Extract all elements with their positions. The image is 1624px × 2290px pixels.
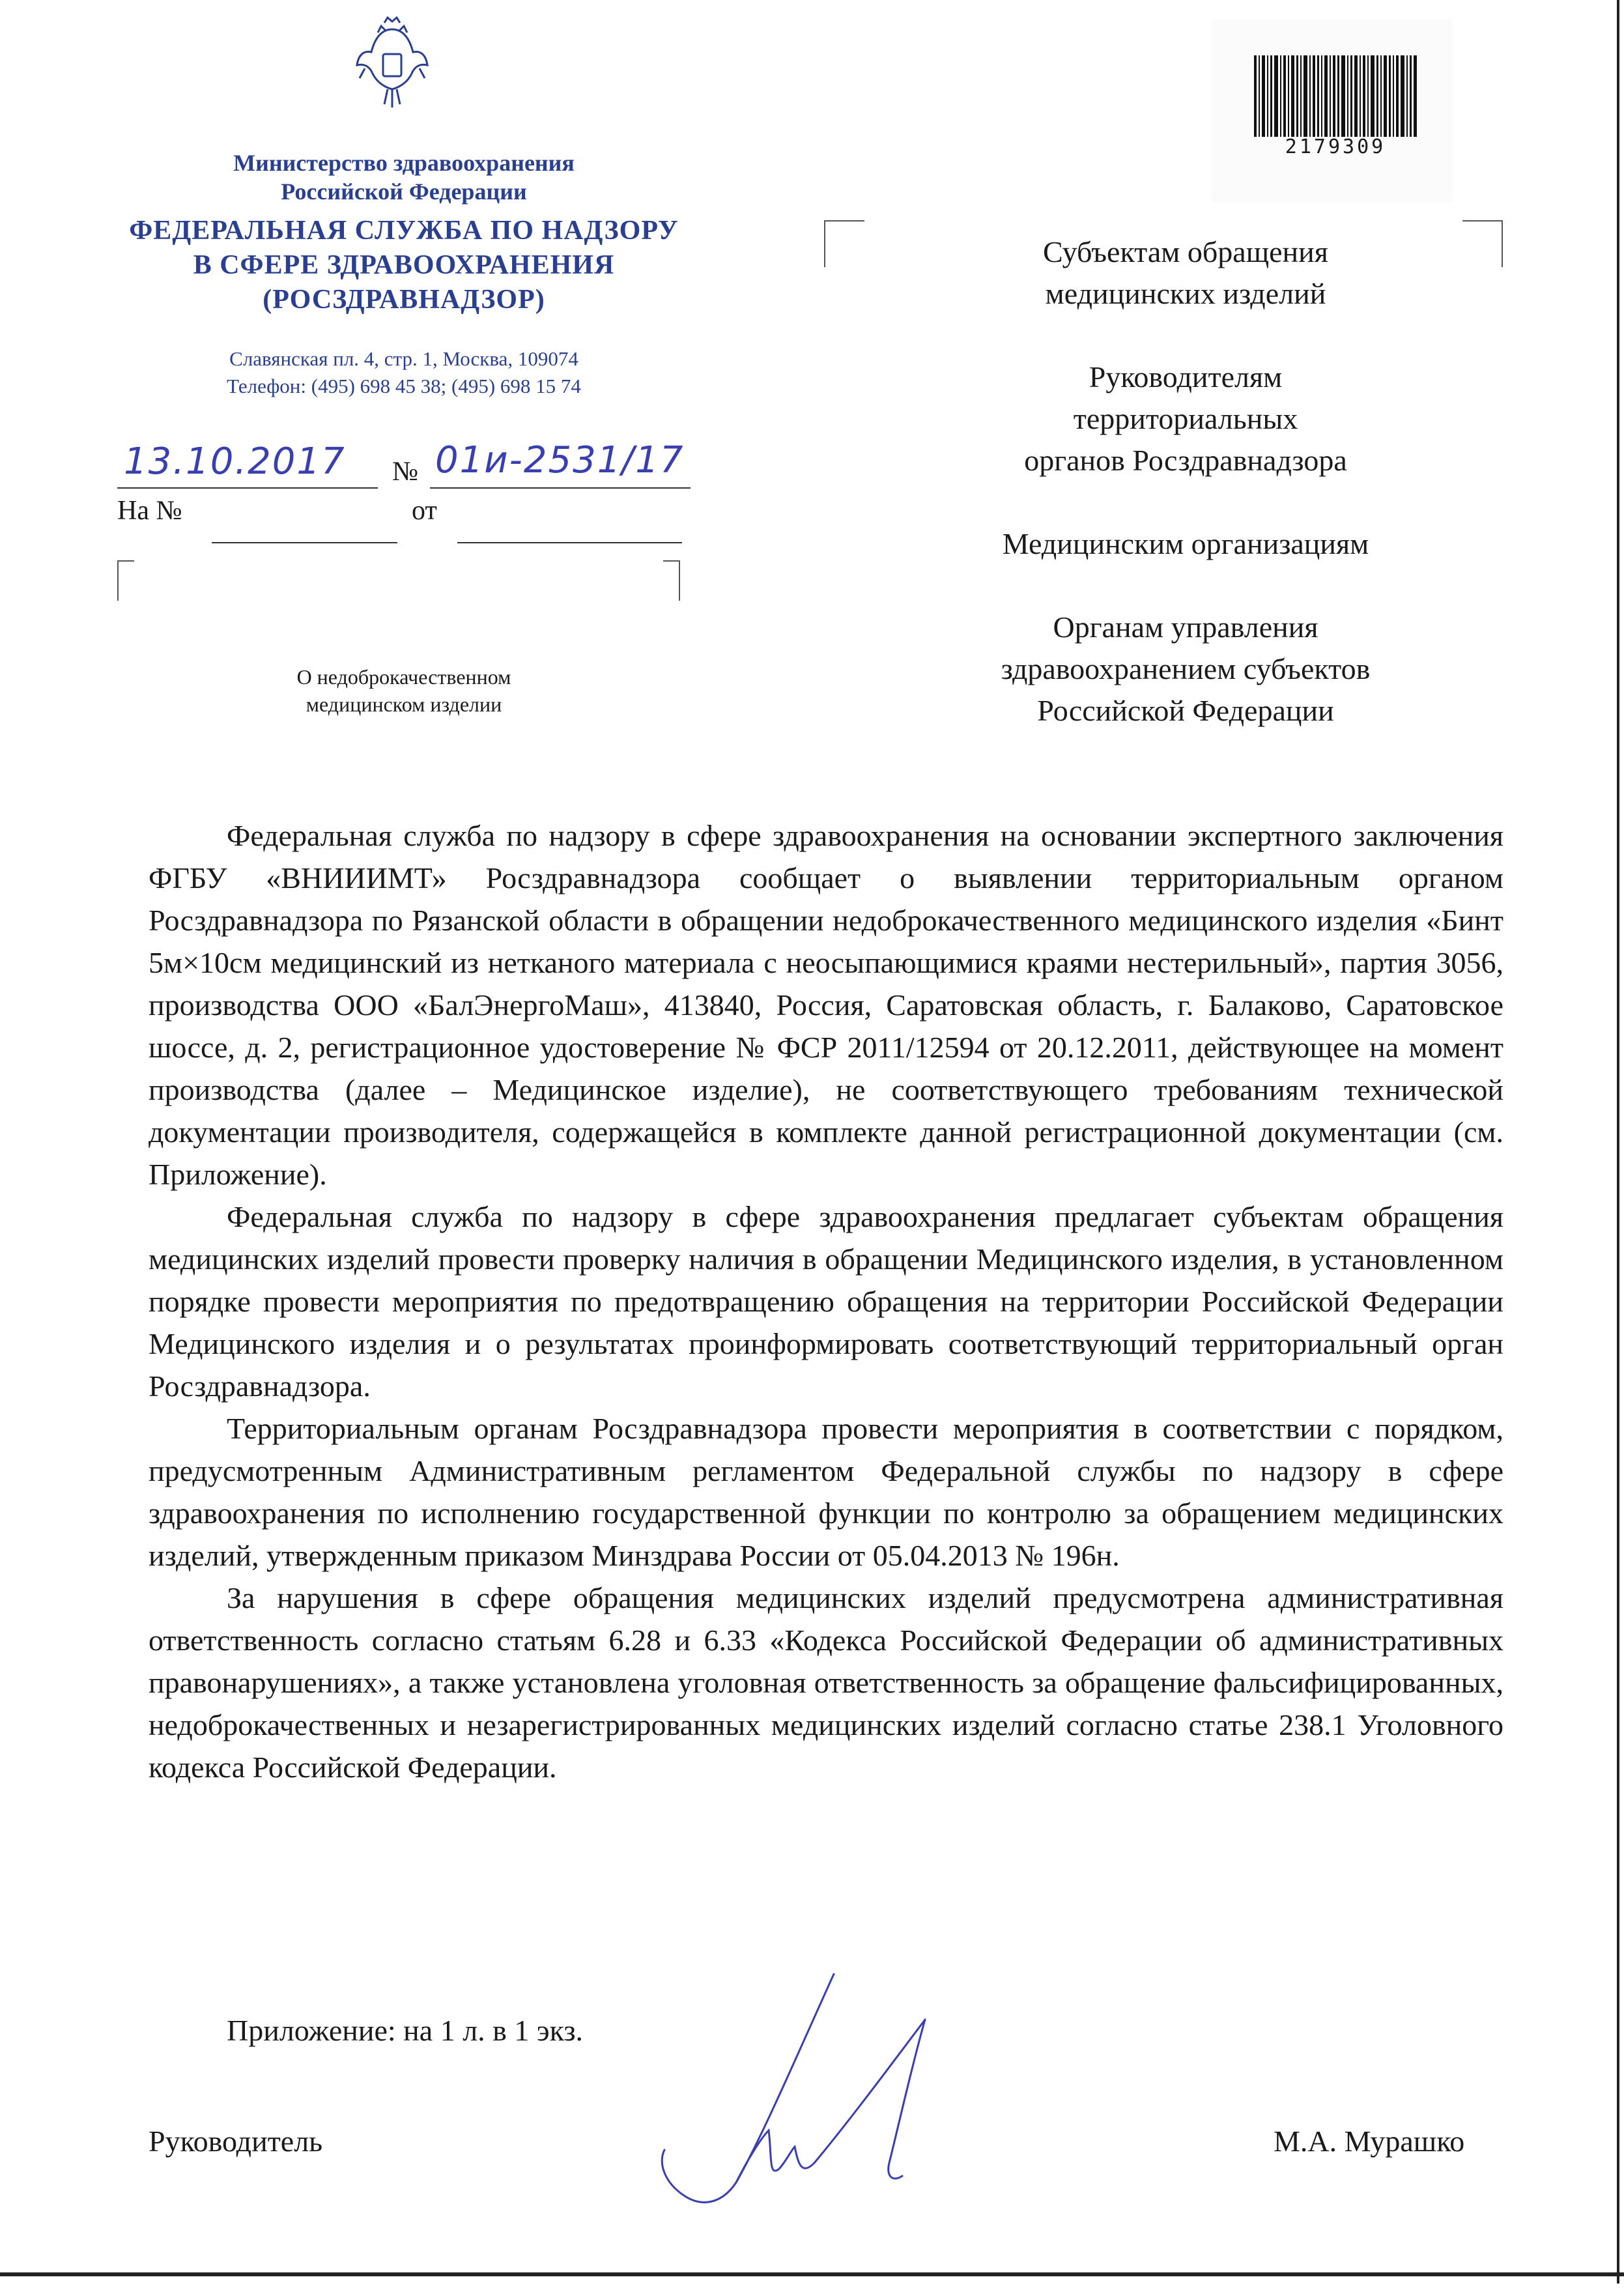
recipient-line: Российской Федерации <box>1037 694 1334 727</box>
recipient-line: Субъектам обращения <box>1043 235 1328 268</box>
service-name <box>65 214 743 317</box>
corner-bracket <box>663 560 680 601</box>
corner-bracket <box>117 560 134 601</box>
address-line: Славянская пл. 4, стр. 1, Москва, 109074 <box>229 347 578 370</box>
recipient-line: медицинских изделий <box>1045 277 1326 310</box>
registration-number: 01и-2531/17 <box>435 439 685 481</box>
service-line: (РОСЗДРАВНАДЗОР) <box>263 285 545 315</box>
registration-date: 13.10.2017 <box>124 440 346 483</box>
recipient-line: территориальных <box>1073 402 1298 435</box>
number-underline <box>430 487 691 489</box>
corner-bracket <box>824 220 864 267</box>
coat-of-arms-icon <box>352 16 433 111</box>
letter-subject <box>195 663 612 718</box>
letter-body <box>149 814 1503 1788</box>
recipient-line: органов Росздравнадзора <box>1024 444 1347 477</box>
address-block <box>98 345 710 400</box>
service-line: ФЕДЕРАЛЬНАЯ СЛУЖБА ПО НАДЗОРУ <box>129 216 679 246</box>
barcode-icon <box>1254 55 1417 137</box>
reply-reference <box>117 495 182 526</box>
number-sign: № <box>392 457 419 487</box>
page-right-edge <box>1617 0 1619 2283</box>
subject-line: О недоброкачественном <box>296 665 511 689</box>
reply-number-underline <box>212 542 397 543</box>
recipient-group <box>912 523 1459 565</box>
ministry-line: Министерство здравоохранения <box>233 150 575 176</box>
recipient-line: Медицинским организациям <box>1002 527 1369 560</box>
date-underline <box>117 487 378 489</box>
ministry-line: Российской Федерации <box>281 179 527 205</box>
recipient-group <box>912 607 1459 732</box>
body-paragraph: Территориальным органам Росздравнадзора провести мероприятия в соответствии с порядком, предусмотренным Административным регламентом Федеральной службы по надзору в сфере здравоохранения по исполнению государственной функции по контролю за обращением медицинских изделий, утвержденным приказом Минздрава России от 05.04.2013 № 196н. <box>149 1412 1503 1572</box>
reply-label: На № <box>117 496 182 526</box>
ministry-name <box>98 149 710 206</box>
attachment-note: Приложение: на 1 л. в 1 экз. <box>227 2014 584 2047</box>
recipient-line: Органам управления <box>1053 610 1318 644</box>
subject-line: медицинском изделии <box>306 693 502 716</box>
recipients-block <box>912 231 1459 773</box>
body-paragraph: За нарушения в сфере обращения медицинских изделий предусмотрена административная ответственность согласно статьям 6.28 и 6.33 «Кодекса Российской Федерации об административных правонарушениях», а также установлена уголовная ответственность за обращение фальсифицированных, недоброкачественных и незарегистрированных медицинских изделий согласно статье 238.1 Уголовного кодекса Российской Федерации. <box>149 1581 1503 1784</box>
recipient-group <box>912 231 1459 315</box>
address-line: Телефон: (495) 698 45 38; (495) 698 15 74 <box>227 375 581 397</box>
service-line: В СФЕРЕ ЗДРАВООХРАНЕНИЯ <box>193 250 615 280</box>
recipient-group <box>912 356 1459 481</box>
recipient-line: Руководителям <box>1089 360 1283 394</box>
body-paragraph: Федеральная служба по надзору в сфере здравоохранения предлагает субъектам обращения медицинских изделий провести проверку наличия в обращении Медицинского изделия, в установленном порядке провести мероприятия по предотвращению обращения на территории Российской Федерации Медицинского изделия и о результатах проинформировать соответствующий территориальный орган Росздравнадзора. <box>149 1200 1503 1403</box>
corner-bracket <box>1462 220 1503 267</box>
recipient-line: здравоохранением субъектов <box>1001 652 1371 685</box>
reply-from-label: от <box>412 496 437 526</box>
page-bottom-edge <box>0 2272 1624 2276</box>
signatory-position: Руководитель <box>149 2125 323 2158</box>
handwritten-signature-icon <box>638 1968 977 2228</box>
body-paragraph: Федеральная служба по надзору в сфере здравоохранения на основании экспертного заключения ФГБУ «ВНИИИМТ» Росздравнадзора сообщает о выявлении территориальным органом Росздравнадзора по Рязанской области в обращении недоброкачественного медицинского изделия «Бинт 5м×10см медицинский из нетканого материала с неосыпающимися краями нестерильный», партия 3056, производства ООО «БалЭнергоМаш», 413840, Россия, Саратовская область, г. Балаково, Саратовское шоссе, д. 2, регистрационное удостоверение № ФСР 2011/12594 от 20.12.2011, действующее на момент производства (далее – Медицинское изделие), не соответствующего требованиям технической документации производителя, содержащейся в комплекте данной регистрационной документации (см. Приложение). <box>149 819 1503 1191</box>
signatory-name: М.А. Мурашко <box>1274 2125 1465 2158</box>
reply-date-underline <box>457 542 682 543</box>
barcode-number: 2179309 <box>1285 136 1386 158</box>
